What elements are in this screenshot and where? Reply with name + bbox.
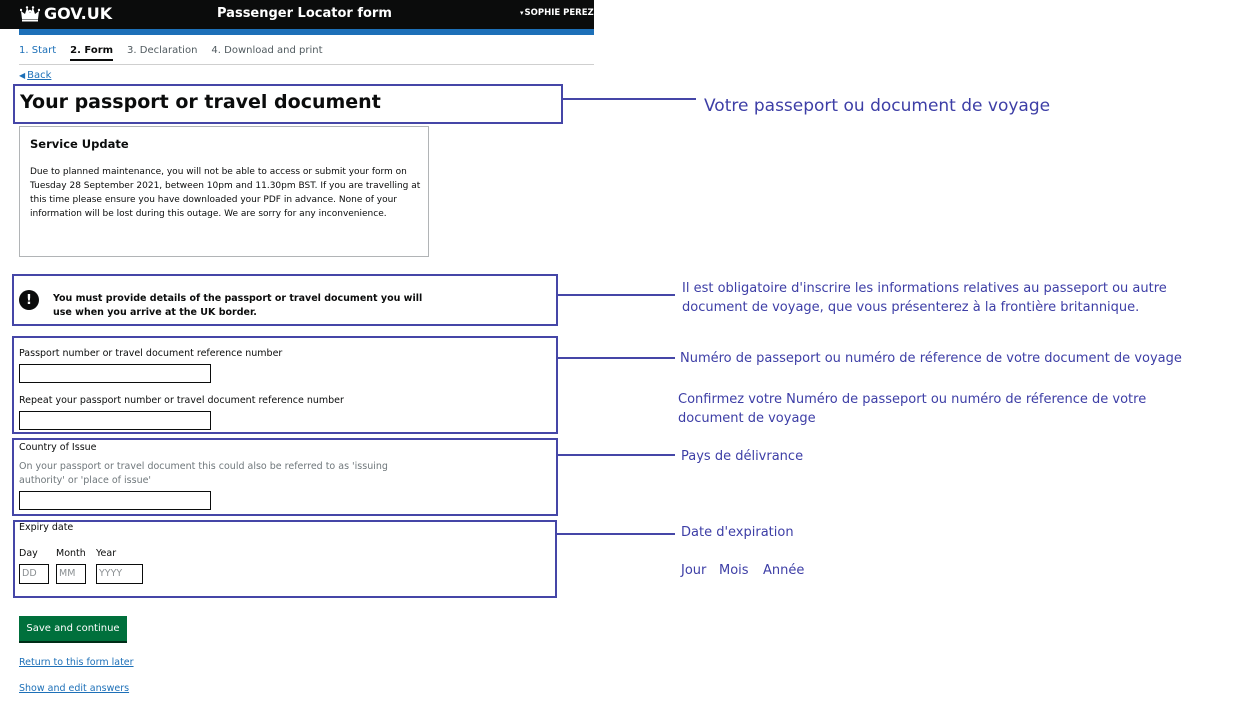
crown-icon	[20, 6, 40, 22]
warning-text: You must provide details of the passport or travel document you will use when you arrive at the UK border.	[53, 293, 423, 318]
service-name-link[interactable]: Passenger Locator form	[217, 6, 392, 21]
annotation-line-warning	[558, 294, 675, 296]
step-start[interactable]: 1. Start	[19, 45, 57, 56]
annotation-line-title	[563, 98, 696, 100]
annotation-line-passport	[558, 357, 675, 359]
service-update-heading: Service Update	[30, 137, 129, 151]
back-arrow-icon: ◀	[19, 71, 26, 80]
expiry-day-input[interactable]: DD	[19, 564, 49, 584]
save-and-continue-button[interactable]: Save and continue	[19, 616, 127, 641]
back-link[interactable]	[19, 70, 51, 81]
annotation-expiry-fr: Date d'expiration	[681, 525, 794, 540]
repeat-passport-number-label: Repeat your passport number or travel document reference number	[19, 395, 344, 406]
govuk-logo-link[interactable]	[20, 4, 112, 23]
passport-number-label: Passport number or travel document reference number	[19, 348, 283, 359]
service-update-body: Due to planned maintenance, you will not be able to access or submit your form on Tuesday 28 September 2021, between 10pm and 11.30pm BST. If you are travelling at this time please ensure you have downloaded your PDF in advance. None of your information will be lost during this outage. We are sorry for any inconvenience.	[30, 167, 421, 219]
annotation-year-fr: Année	[763, 563, 805, 578]
country-of-issue-input[interactable]	[19, 491, 211, 510]
show-edit-answers-link[interactable]: Show and edit answers	[19, 683, 130, 694]
return-later-link[interactable]: Return to this form later	[19, 657, 134, 668]
account-name: SOPHIE PEREZ	[524, 8, 594, 18]
step-form: 2. Form	[70, 45, 113, 61]
annotation-line-country	[558, 454, 675, 456]
expiry-month-label: Month	[56, 548, 86, 559]
annotation-day-fr: Jour	[681, 563, 707, 578]
passport-number-input[interactable]	[19, 364, 211, 383]
annotation-passport-fr: Numéro de passeport ou numéro de réference de votre document de voyage	[680, 351, 1182, 366]
caret-down-icon: ▾	[520, 9, 524, 17]
account-menu[interactable]	[520, 8, 594, 18]
expiry-day-label: Day	[19, 548, 38, 559]
page-title: Your passport or travel document	[20, 91, 381, 113]
country-of-issue-hint: On your passport or travel document this could also be referred to as 'issuing authority' or 'place of issue'	[19, 461, 388, 486]
expiry-date-label: Expiry date	[19, 522, 74, 533]
header-accent-bar	[19, 29, 594, 35]
expiry-year-label: Year	[96, 548, 117, 559]
warning-icon: !	[19, 290, 39, 310]
annotation-line-expiry	[557, 533, 675, 535]
annotation-repeat-fr: Confirmez votre Numéro de passeport ou numéro de réference de votre document de voyage	[678, 392, 1147, 426]
expiry-month-input[interactable]: MM	[56, 564, 86, 584]
country-of-issue-label: Country of Issue	[19, 442, 97, 453]
annotation-box-expiry	[13, 520, 557, 598]
step-declaration: 3. Declaration	[127, 45, 198, 56]
annotation-title-fr: Votre passeport ou document de voyage	[704, 96, 1051, 116]
repeat-passport-number-input[interactable]	[19, 411, 211, 430]
logo-text: GOV.UK	[44, 4, 113, 23]
annotation-warning-fr: Il est obligatoire d'inscrire les informations relatives au passeport ou autre document de voyage, que vous présenterez à la frontière britannique.	[682, 281, 1167, 315]
steps-divider	[19, 64, 594, 65]
annotation-country-fr: Pays de délivrance	[681, 449, 804, 464]
step-download-print: 4. Download and print	[211, 45, 323, 56]
progress-steps	[19, 45, 337, 61]
expiry-year-input[interactable]: YYYY	[96, 564, 143, 584]
annotation-month-fr: Mois	[719, 563, 749, 578]
back-link-label: Back	[27, 70, 52, 81]
